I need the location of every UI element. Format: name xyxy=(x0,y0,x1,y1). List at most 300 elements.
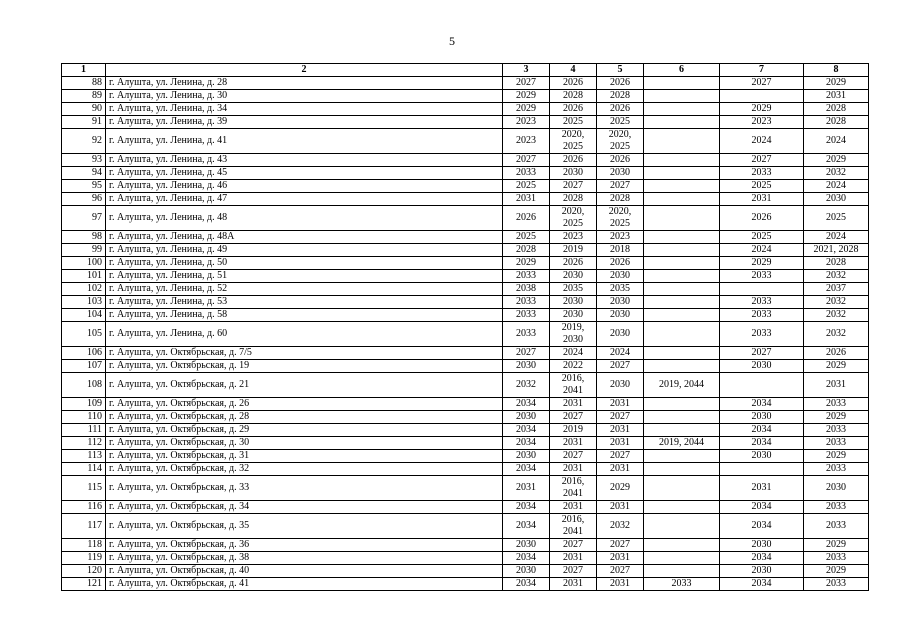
row-address: г. Алушта, ул. Октябрьская, д. 34 xyxy=(106,501,503,514)
table-row xyxy=(62,347,869,360)
cell-col6 xyxy=(644,360,720,373)
cell-col7: 2026 xyxy=(720,206,804,231)
cell-col5: 2031 xyxy=(597,501,644,514)
cell-col4: 2016, 2041 xyxy=(550,514,597,539)
row-address: г. Алушта, ул. Ленина, д. 47 xyxy=(106,193,503,206)
cell-col8: 2026 xyxy=(804,347,869,360)
table-body xyxy=(62,77,869,591)
row-number: 119 xyxy=(62,552,106,565)
cell-col4: 2016, 2041 xyxy=(550,373,597,398)
cell-col3: 2029 xyxy=(503,257,550,270)
cell-col5: 2030 xyxy=(597,309,644,322)
cell-col8: 2032 xyxy=(804,167,869,180)
row-address: г. Алушта, ул. Октябрьская, д. 38 xyxy=(106,552,503,565)
cell-col5: 2030 xyxy=(597,373,644,398)
table-row xyxy=(62,476,869,501)
cell-col6 xyxy=(644,77,720,90)
cell-col4: 2025 xyxy=(550,116,597,129)
cell-col7: 2027 xyxy=(720,154,804,167)
row-address: г. Алушта, ул. Ленина, д. 34 xyxy=(106,103,503,116)
table-row xyxy=(62,450,869,463)
cell-col7: 2031 xyxy=(720,476,804,501)
cell-col5: 2027 xyxy=(597,411,644,424)
row-number: 106 xyxy=(62,347,106,360)
col-header-4: 4 xyxy=(550,64,597,77)
row-address: г. Алушта, ул. Октябрьская, д. 21 xyxy=(106,373,503,398)
cell-col6 xyxy=(644,322,720,347)
cell-col3: 2034 xyxy=(503,463,550,476)
row-number: 121 xyxy=(62,578,106,591)
cell-col4: 2027 xyxy=(550,180,597,193)
cell-col6: 2019, 2044 xyxy=(644,437,720,450)
row-address: г. Алушта, ул. Октябрьская, д. 32 xyxy=(106,463,503,476)
cell-col5: 2032 xyxy=(597,514,644,539)
cell-col7: 2027 xyxy=(720,347,804,360)
cell-col8: 2032 xyxy=(804,270,869,283)
cell-col7: 2030 xyxy=(720,450,804,463)
cell-col8: 2029 xyxy=(804,360,869,373)
table-row xyxy=(62,309,869,322)
row-number: 95 xyxy=(62,180,106,193)
cell-col7: 2030 xyxy=(720,411,804,424)
cell-col5: 2028 xyxy=(597,90,644,103)
col-header-1: 1 xyxy=(62,64,106,77)
cell-col6 xyxy=(644,180,720,193)
cell-col3: 2034 xyxy=(503,437,550,450)
table-row xyxy=(62,296,869,309)
cell-col4: 2031 xyxy=(550,501,597,514)
cell-col3: 2032 xyxy=(503,373,550,398)
cell-col3: 2033 xyxy=(503,167,550,180)
cell-col6 xyxy=(644,206,720,231)
row-address: г. Алушта, ул. Октябрьская, д. 26 xyxy=(106,398,503,411)
row-address: г. Алушта, ул. Октябрьская, д. 40 xyxy=(106,565,503,578)
cell-col6 xyxy=(644,450,720,463)
table-row xyxy=(62,552,869,565)
cell-col7: 2029 xyxy=(720,103,804,116)
row-number: 113 xyxy=(62,450,106,463)
cell-col7 xyxy=(720,373,804,398)
cell-col5: 2029 xyxy=(597,476,644,501)
table-row xyxy=(62,154,869,167)
cell-col5: 2031 xyxy=(597,398,644,411)
cell-col5: 2026 xyxy=(597,77,644,90)
cell-col3: 2025 xyxy=(503,180,550,193)
cell-col6 xyxy=(644,539,720,552)
cell-col6 xyxy=(644,347,720,360)
cell-col8: 2037 xyxy=(804,283,869,296)
cell-col6 xyxy=(644,154,720,167)
cell-col7: 2034 xyxy=(720,578,804,591)
cell-col8: 2030 xyxy=(804,476,869,501)
table-row xyxy=(62,322,869,347)
header-row xyxy=(62,64,869,77)
cell-col8: 2029 xyxy=(804,411,869,424)
cell-col7: 2033 xyxy=(720,167,804,180)
col-header-8: 8 xyxy=(804,64,869,77)
cell-col7: 2034 xyxy=(720,437,804,450)
cell-col5: 2024 xyxy=(597,347,644,360)
cell-col4: 2031 xyxy=(550,398,597,411)
row-address: г. Алушта, ул. Октябрьская, д. 29 xyxy=(106,424,503,437)
cell-col3: 2030 xyxy=(503,360,550,373)
cell-col8: 2033 xyxy=(804,552,869,565)
cell-col3: 2034 xyxy=(503,514,550,539)
col-header-3: 3 xyxy=(503,64,550,77)
row-address: г. Алушта, ул. Ленина, д. 49 xyxy=(106,244,503,257)
row-address: г. Алушта, ул. Октябрьская, д. 35 xyxy=(106,514,503,539)
cell-col4: 2019 xyxy=(550,424,597,437)
cell-col4: 2019 xyxy=(550,244,597,257)
cell-col6 xyxy=(644,270,720,283)
row-number: 99 xyxy=(62,244,106,257)
row-number: 101 xyxy=(62,270,106,283)
row-number: 94 xyxy=(62,167,106,180)
cell-col4: 2027 xyxy=(550,450,597,463)
cell-col7 xyxy=(720,283,804,296)
cell-col4: 2031 xyxy=(550,552,597,565)
cell-col8: 2032 xyxy=(804,322,869,347)
row-number: 91 xyxy=(62,116,106,129)
cell-col8: 2033 xyxy=(804,501,869,514)
table-row xyxy=(62,501,869,514)
cell-col6 xyxy=(644,398,720,411)
row-address: г. Алушта, ул. Ленина, д. 51 xyxy=(106,270,503,283)
table-row xyxy=(62,77,869,90)
row-address: г. Алушта, ул. Ленина, д. 58 xyxy=(106,309,503,322)
table-row xyxy=(62,231,869,244)
cell-col5: 2026 xyxy=(597,154,644,167)
table-row xyxy=(62,257,869,270)
cell-col6 xyxy=(644,90,720,103)
cell-col4: 2024 xyxy=(550,347,597,360)
cell-col3: 2027 xyxy=(503,77,550,90)
cell-col4: 2035 xyxy=(550,283,597,296)
cell-col7: 2033 xyxy=(720,322,804,347)
cell-col8: 2031 xyxy=(804,90,869,103)
cell-col5: 2023 xyxy=(597,231,644,244)
cell-col6 xyxy=(644,167,720,180)
cell-col8: 2031 xyxy=(804,373,869,398)
table-row xyxy=(62,206,869,231)
cell-col5: 2027 xyxy=(597,360,644,373)
table-row xyxy=(62,193,869,206)
row-address: г. Алушта, ул. Ленина, д. 53 xyxy=(106,296,503,309)
cell-col3: 2031 xyxy=(503,193,550,206)
table-row xyxy=(62,180,869,193)
cell-col7: 2034 xyxy=(720,424,804,437)
cell-col5: 2031 xyxy=(597,552,644,565)
cell-col5: 2020, 2025 xyxy=(597,129,644,154)
cell-col3: 2034 xyxy=(503,552,550,565)
cell-col5: 2025 xyxy=(597,116,644,129)
cell-col8: 2033 xyxy=(804,398,869,411)
cell-col5: 2026 xyxy=(597,103,644,116)
table-row xyxy=(62,411,869,424)
cell-col5: 2027 xyxy=(597,565,644,578)
cell-col8: 2024 xyxy=(804,180,869,193)
cell-col7: 2025 xyxy=(720,231,804,244)
row-address: г. Алушта, ул. Ленина, д. 43 xyxy=(106,154,503,167)
cell-col8: 2033 xyxy=(804,514,869,539)
cell-col6: 2033 xyxy=(644,578,720,591)
cell-col5: 2018 xyxy=(597,244,644,257)
cell-col6 xyxy=(644,193,720,206)
cell-col4: 2020, 2025 xyxy=(550,129,597,154)
cell-col7: 2034 xyxy=(720,398,804,411)
cell-col7: 2033 xyxy=(720,296,804,309)
row-address: г. Алушта, ул. Ленина, д. 50 xyxy=(106,257,503,270)
cell-col4: 2020, 2025 xyxy=(550,206,597,231)
row-address: г. Алушта, ул. Ленина, д. 60 xyxy=(106,322,503,347)
row-address: г. Алушта, ул. Октябрьская, д. 31 xyxy=(106,450,503,463)
cell-col4: 2026 xyxy=(550,154,597,167)
cell-col8: 2033 xyxy=(804,578,869,591)
row-number: 96 xyxy=(62,193,106,206)
cell-col3: 2034 xyxy=(503,398,550,411)
cell-col5: 2030 xyxy=(597,296,644,309)
cell-col7: 2024 xyxy=(720,244,804,257)
cell-col3: 2023 xyxy=(503,116,550,129)
cell-col3: 2026 xyxy=(503,206,550,231)
cell-col6 xyxy=(644,565,720,578)
row-address: г. Алушта, ул. Октябрьская, д. 36 xyxy=(106,539,503,552)
cell-col6 xyxy=(644,424,720,437)
cell-col6 xyxy=(644,411,720,424)
cell-col3: 2033 xyxy=(503,296,550,309)
table-row xyxy=(62,167,869,180)
cell-col4: 2027 xyxy=(550,565,597,578)
row-address: г. Алушта, ул. Октябрьская, д. 41 xyxy=(106,578,503,591)
cell-col6 xyxy=(644,257,720,270)
row-number: 90 xyxy=(62,103,106,116)
cell-col3: 2033 xyxy=(503,270,550,283)
row-number: 107 xyxy=(62,360,106,373)
cell-col3: 2031 xyxy=(503,476,550,501)
col-header-2: 2 xyxy=(106,64,503,77)
cell-col8: 2028 xyxy=(804,257,869,270)
cell-col7: 2030 xyxy=(720,565,804,578)
row-address: г. Алушта, ул. Октябрьская, д. 19 xyxy=(106,360,503,373)
cell-col6 xyxy=(644,514,720,539)
row-number: 111 xyxy=(62,424,106,437)
row-address: г. Алушта, ул. Октябрьская, д. 7/5 xyxy=(106,347,503,360)
cell-col8: 2029 xyxy=(804,539,869,552)
cell-col3: 2038 xyxy=(503,283,550,296)
cell-col4: 2028 xyxy=(550,90,597,103)
cell-col3: 2030 xyxy=(503,539,550,552)
cell-col6 xyxy=(644,552,720,565)
row-number: 89 xyxy=(62,90,106,103)
page-number: 5 xyxy=(449,34,455,48)
cell-col3: 2027 xyxy=(503,154,550,167)
cell-col3: 2030 xyxy=(503,565,550,578)
cell-col6 xyxy=(644,283,720,296)
cell-col6 xyxy=(644,103,720,116)
cell-col7: 2027 xyxy=(720,77,804,90)
row-number: 88 xyxy=(62,77,106,90)
cell-col7: 2033 xyxy=(720,270,804,283)
cell-col8: 2032 xyxy=(804,296,869,309)
row-address: г. Алушта, ул. Ленина, д. 46 xyxy=(106,180,503,193)
cell-col6 xyxy=(644,463,720,476)
table-row xyxy=(62,539,869,552)
table-row xyxy=(62,244,869,257)
cell-col7 xyxy=(720,90,804,103)
table-row xyxy=(62,424,869,437)
cell-col3: 2025 xyxy=(503,231,550,244)
row-number: 93 xyxy=(62,154,106,167)
cell-col4: 2030 xyxy=(550,167,597,180)
cell-col5: 2030 xyxy=(597,322,644,347)
cell-col8: 2033 xyxy=(804,463,869,476)
cell-col3: 2030 xyxy=(503,411,550,424)
cell-col7: 2034 xyxy=(720,552,804,565)
cell-col5: 2035 xyxy=(597,283,644,296)
cell-col3: 2034 xyxy=(503,424,550,437)
cell-col5: 2031 xyxy=(597,424,644,437)
cell-col4: 2031 xyxy=(550,578,597,591)
col-header-5: 5 xyxy=(597,64,644,77)
row-address: г. Алушта, ул. Ленина, д. 41 xyxy=(106,129,503,154)
cell-col6 xyxy=(644,116,720,129)
row-address: г. Алушта, ул. Ленина, д. 45 xyxy=(106,167,503,180)
cell-col6: 2019, 2044 xyxy=(644,373,720,398)
cell-col5: 2031 xyxy=(597,437,644,450)
cell-col7: 2034 xyxy=(720,501,804,514)
cell-col3: 2028 xyxy=(503,244,550,257)
cell-col4: 2026 xyxy=(550,257,597,270)
cell-col7: 2023 xyxy=(720,116,804,129)
cell-col4: 2026 xyxy=(550,77,597,90)
cell-col8: 2029 xyxy=(804,565,869,578)
cell-col8: 2030 xyxy=(804,193,869,206)
row-address: г. Алушта, ул. Ленина, д. 52 xyxy=(106,283,503,296)
cell-col4: 2023 xyxy=(550,231,597,244)
cell-col3: 2030 xyxy=(503,450,550,463)
cell-col4: 2031 xyxy=(550,437,597,450)
row-number: 97 xyxy=(62,206,106,231)
table-row xyxy=(62,514,869,539)
cell-col4: 2026 xyxy=(550,103,597,116)
cell-col8: 2024 xyxy=(804,231,869,244)
cell-col4: 2022 xyxy=(550,360,597,373)
cell-col5: 2030 xyxy=(597,270,644,283)
cell-col6 xyxy=(644,309,720,322)
cell-col7: 2034 xyxy=(720,514,804,539)
cell-col8: 2032 xyxy=(804,309,869,322)
cell-col5: 2027 xyxy=(597,450,644,463)
cell-col8: 2033 xyxy=(804,437,869,450)
cell-col5: 2031 xyxy=(597,578,644,591)
cell-col4: 2016, 2041 xyxy=(550,476,597,501)
cell-col5: 2020, 2025 xyxy=(597,206,644,231)
row-number: 118 xyxy=(62,539,106,552)
cell-col4: 2028 xyxy=(550,193,597,206)
row-number: 92 xyxy=(62,129,106,154)
row-address: г. Алушта, ул. Октябрьская, д. 28 xyxy=(106,411,503,424)
cell-col5: 2027 xyxy=(597,180,644,193)
cell-col7 xyxy=(720,463,804,476)
row-number: 114 xyxy=(62,463,106,476)
cell-col3: 2023 xyxy=(503,129,550,154)
row-address: г. Алушта, ул. Ленина, д. 48А xyxy=(106,231,503,244)
cell-col3: 2033 xyxy=(503,309,550,322)
cell-col5: 2028 xyxy=(597,193,644,206)
cell-col6 xyxy=(644,476,720,501)
row-address: г. Алушта, ул. Ленина, д. 39 xyxy=(106,116,503,129)
cell-col8: 2033 xyxy=(804,424,869,437)
row-address: г. Алушта, ул. Ленина, д. 28 xyxy=(106,77,503,90)
row-number: 98 xyxy=(62,231,106,244)
row-number: 112 xyxy=(62,437,106,450)
row-number: 102 xyxy=(62,283,106,296)
table-row xyxy=(62,103,869,116)
col-header-7: 7 xyxy=(720,64,804,77)
row-number: 110 xyxy=(62,411,106,424)
row-number: 120 xyxy=(62,565,106,578)
cell-col3: 2034 xyxy=(503,501,550,514)
table-row xyxy=(62,398,869,411)
cell-col7: 2024 xyxy=(720,129,804,154)
row-address: г. Алушта, ул. Ленина, д. 48 xyxy=(106,206,503,231)
cell-col7: 2025 xyxy=(720,180,804,193)
row-number: 115 xyxy=(62,476,106,501)
cell-col5: 2030 xyxy=(597,167,644,180)
row-address: г. Алушта, ул. Октябрьская, д. 33 xyxy=(106,476,503,501)
table-row xyxy=(62,437,869,450)
table-row xyxy=(62,116,869,129)
cell-col7: 2029 xyxy=(720,257,804,270)
row-number: 105 xyxy=(62,322,106,347)
row-number: 117 xyxy=(62,514,106,539)
cell-col5: 2026 xyxy=(597,257,644,270)
cell-col4: 2031 xyxy=(550,463,597,476)
cell-col7: 2030 xyxy=(720,360,804,373)
cell-col5: 2031 xyxy=(597,463,644,476)
row-number: 108 xyxy=(62,373,106,398)
cell-col6 xyxy=(644,296,720,309)
table-row xyxy=(62,129,869,154)
cell-col4: 2030 xyxy=(550,270,597,283)
cell-col6 xyxy=(644,501,720,514)
cell-col3: 2029 xyxy=(503,103,550,116)
cell-col6 xyxy=(644,244,720,257)
cell-col4: 2027 xyxy=(550,411,597,424)
table-row xyxy=(62,283,869,296)
cell-col7: 2033 xyxy=(720,309,804,322)
table-row xyxy=(62,270,869,283)
table-row xyxy=(62,463,869,476)
row-number: 100 xyxy=(62,257,106,270)
cell-col6 xyxy=(644,231,720,244)
cell-col8: 2029 xyxy=(804,77,869,90)
row-address: г. Алушта, ул. Ленина, д. 30 xyxy=(106,90,503,103)
cell-col3: 2034 xyxy=(503,578,550,591)
row-number: 116 xyxy=(62,501,106,514)
cell-col7: 2031 xyxy=(720,193,804,206)
table-row xyxy=(62,360,869,373)
row-number: 109 xyxy=(62,398,106,411)
cell-col3: 2033 xyxy=(503,322,550,347)
cell-col8: 2028 xyxy=(804,116,869,129)
table-row xyxy=(62,578,869,591)
cell-col8: 2025 xyxy=(804,206,869,231)
cell-col8: 2028 xyxy=(804,103,869,116)
cell-col4: 2030 xyxy=(550,296,597,309)
cell-col4: 2019, 2030 xyxy=(550,322,597,347)
cell-col8: 2029 xyxy=(804,154,869,167)
